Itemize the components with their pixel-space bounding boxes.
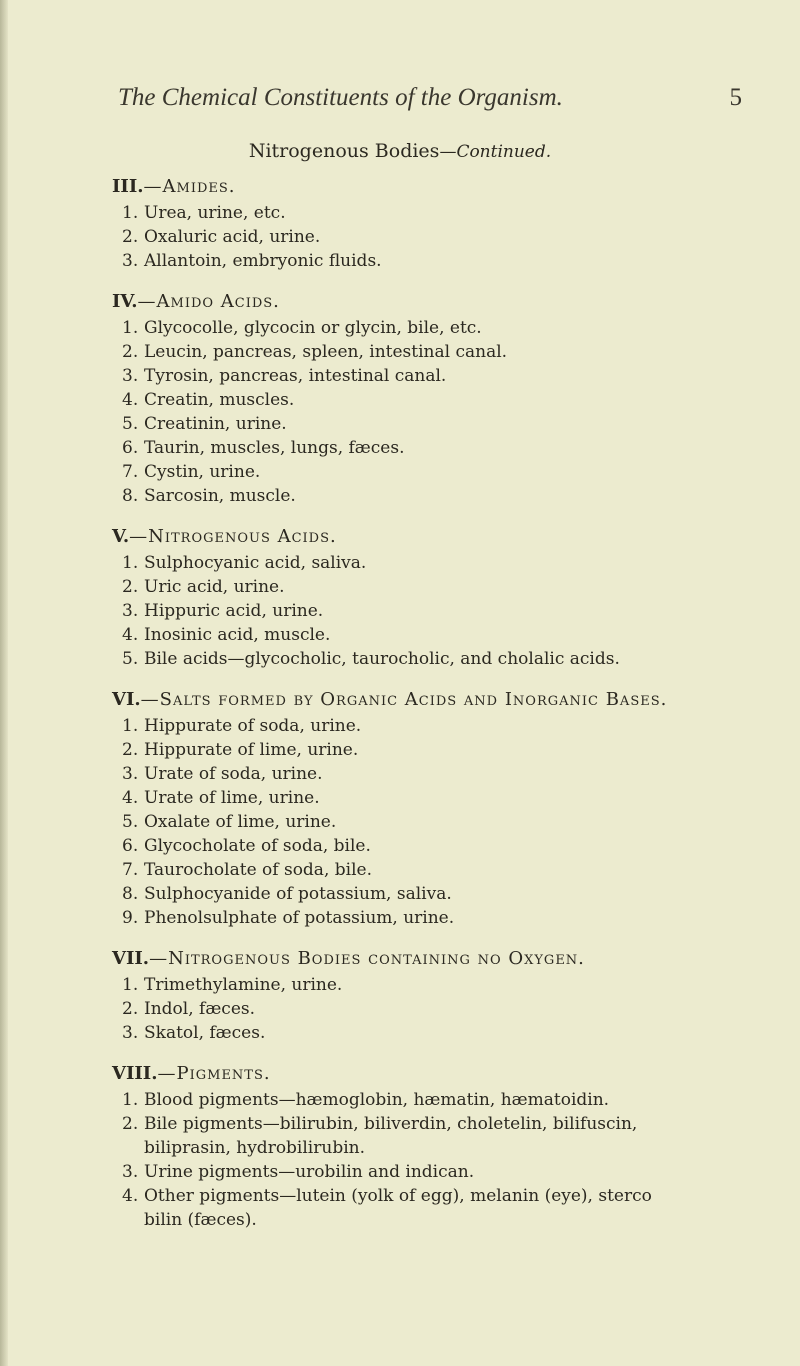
group-title <box>112 688 772 714</box>
running-head <box>118 84 742 112</box>
group-title-text: —Nitrogenous Bodies containing no Oxygen. <box>149 948 585 969</box>
list-item <box>122 364 772 388</box>
list-item <box>122 973 772 997</box>
item-text: Oxaluric acid, urine. <box>144 227 321 247</box>
item-number: 1. <box>122 716 139 736</box>
group-roman-numeral: III. <box>112 176 144 197</box>
list-item <box>122 340 772 364</box>
item-number: 3. <box>122 1162 139 1182</box>
item-number: 4. <box>122 390 139 410</box>
item-number: 2. <box>122 999 139 1019</box>
item-text: Inosinic acid, muscle. <box>144 625 331 645</box>
list-item <box>122 1160 772 1184</box>
item-text: Other pigments—lutein (yolk of egg), melanin (eye), sterco <box>144 1186 652 1206</box>
item-list <box>112 714 772 930</box>
section-heading <box>0 140 800 162</box>
list-item <box>122 623 772 647</box>
list-item <box>122 201 772 225</box>
list-item <box>122 484 772 508</box>
section-group <box>112 947 772 1045</box>
group-roman-numeral: VII. <box>112 948 150 969</box>
item-text: Oxalate of lime, urine. <box>144 812 337 832</box>
item-text: Bile acids—glycocholic, taurocholic, and cholalic acids. <box>144 649 620 669</box>
group-roman-numeral: VI. <box>112 689 141 710</box>
item-list <box>112 201 772 273</box>
item-number: 6. <box>122 836 139 856</box>
group-roman-numeral: VIII. <box>112 1063 158 1084</box>
item-text: Creatinin, urine. <box>144 414 287 434</box>
section-group <box>112 688 772 930</box>
item-text: Creatin, muscles. <box>144 390 295 410</box>
group-title-text: —Salts formed by Organic Acids and Inorganic Bases. <box>140 689 668 710</box>
running-head-title: The Chemical Constituents of the Organism. <box>118 84 563 111</box>
list-item <box>122 762 772 786</box>
page-edge-shadow <box>0 0 8 1366</box>
group-roman-numeral: V. <box>112 526 130 547</box>
item-text: Taurin, muscles, lungs, fæces. <box>144 438 405 458</box>
item-text: Urine pigments—urobilin and indican. <box>144 1162 475 1182</box>
item-text: Skatol, fæces. <box>144 1023 266 1043</box>
list-item <box>122 1112 772 1160</box>
item-text: Cystin, urine. <box>144 462 261 482</box>
item-number: 2. <box>122 1114 139 1134</box>
item-number: 7. <box>122 462 139 482</box>
item-text: Hippurate of lime, urine. <box>144 740 359 760</box>
item-number: 3. <box>122 366 139 386</box>
item-text: Glycocholate of soda, bile. <box>144 836 371 856</box>
item-list <box>112 316 772 508</box>
page-content <box>112 175 772 1249</box>
item-text: Urate of lime, urine. <box>144 788 320 808</box>
list-item <box>122 599 772 623</box>
section-group <box>112 525 772 671</box>
list-item <box>122 834 772 858</box>
item-text: Sulphocyanic acid, saliva. <box>144 553 367 573</box>
item-number: 8. <box>122 884 139 904</box>
item-text: Taurocholate of soda, bile. <box>144 860 372 880</box>
list-item <box>122 460 772 484</box>
list-item <box>122 738 772 762</box>
group-title-text: —Amido Acids. <box>137 291 280 312</box>
list-item <box>122 316 772 340</box>
item-number: 3. <box>122 1023 139 1043</box>
item-number: 1. <box>122 1090 139 1110</box>
item-text: Indol, fæces. <box>144 999 256 1019</box>
list-item <box>122 225 772 249</box>
item-number: 3. <box>122 251 139 271</box>
item-number: 1. <box>122 975 139 995</box>
item-number: 5. <box>122 649 139 669</box>
item-number: 7. <box>122 860 139 880</box>
list-item <box>122 1088 772 1112</box>
item-text: Phenolsulphate of potassium, urine. <box>144 908 455 928</box>
page-number: 5 <box>729 84 742 111</box>
item-text: Hippurate of soda, urine. <box>144 716 362 736</box>
item-number: 1. <box>122 553 139 573</box>
item-list <box>112 973 772 1045</box>
group-title <box>112 1062 772 1088</box>
item-list <box>112 551 772 671</box>
item-number: 5. <box>122 414 139 434</box>
list-item <box>122 1021 772 1045</box>
list-item <box>122 551 772 575</box>
list-item <box>122 249 772 273</box>
item-text: Sulphocyanide of potassium, saliva. <box>144 884 452 904</box>
item-text: Uric acid, urine. <box>144 577 285 597</box>
list-item <box>122 882 772 906</box>
item-text: Glycocolle, glycocin or glycin, bile, etc. <box>144 318 482 338</box>
item-text: Trimethylamine, urine. <box>144 975 343 995</box>
item-number: 6. <box>122 438 139 458</box>
list-item <box>122 810 772 834</box>
item-text: Tyrosin, pancreas, intestinal canal. <box>144 366 447 386</box>
group-title-text: —Nitrogenous Acids. <box>129 526 337 547</box>
item-text-continuation: bilin (fæces). <box>144 1210 257 1230</box>
section-group <box>112 1062 772 1232</box>
group-title <box>112 175 772 201</box>
item-list <box>112 1088 772 1232</box>
item-number: 3. <box>122 601 139 621</box>
list-item <box>122 786 772 810</box>
list-item <box>122 575 772 599</box>
group-title-text: —Amides. <box>143 176 236 197</box>
list-item <box>122 906 772 930</box>
list-item <box>122 412 772 436</box>
item-number: 8. <box>122 486 139 506</box>
section-heading-suffix: —Continued. <box>439 142 552 162</box>
item-number: 3. <box>122 764 139 784</box>
item-text: Allantoin, embryonic fluids. <box>144 251 382 271</box>
list-item <box>122 1184 772 1232</box>
group-title <box>112 947 772 973</box>
list-item <box>122 858 772 882</box>
section-heading-main: Nitrogenous Bodies <box>248 140 440 162</box>
item-number: 1. <box>122 203 139 223</box>
list-item <box>122 436 772 460</box>
item-text: Leucin, pancreas, spleen, intestinal canal. <box>144 342 508 362</box>
section-group <box>112 290 772 508</box>
item-number: 2. <box>122 227 139 247</box>
item-number: 1. <box>122 318 139 338</box>
item-number: 2. <box>122 342 139 362</box>
item-number: 5. <box>122 812 139 832</box>
item-text: Sarcosin, muscle. <box>144 486 296 506</box>
section-group <box>112 175 772 273</box>
group-title <box>112 290 772 316</box>
item-number: 2. <box>122 577 139 597</box>
list-item <box>122 714 772 738</box>
item-text: Urate of soda, urine. <box>144 764 323 784</box>
group-roman-numeral: IV. <box>112 291 138 312</box>
item-number: 2. <box>122 740 139 760</box>
item-number: 4. <box>122 625 139 645</box>
list-item <box>122 647 772 671</box>
item-text-continuation: biliprasin, hydrobilirubin. <box>144 1138 365 1158</box>
list-item <box>122 997 772 1021</box>
item-text: Hippuric acid, urine. <box>144 601 324 621</box>
item-number: 4. <box>122 1186 139 1206</box>
list-item <box>122 388 772 412</box>
item-number: 9. <box>122 908 139 928</box>
group-title-text: —Pigments. <box>157 1063 271 1084</box>
item-text: Bile pigments—bilirubin, biliverdin, choletelin, bilifuscin, <box>144 1114 638 1134</box>
group-title <box>112 525 772 551</box>
item-number: 4. <box>122 788 139 808</box>
item-text: Urea, urine, etc. <box>144 203 286 223</box>
item-text: Blood pigments—hæmoglobin, hæmatin, hæmatoidin. <box>144 1090 610 1110</box>
